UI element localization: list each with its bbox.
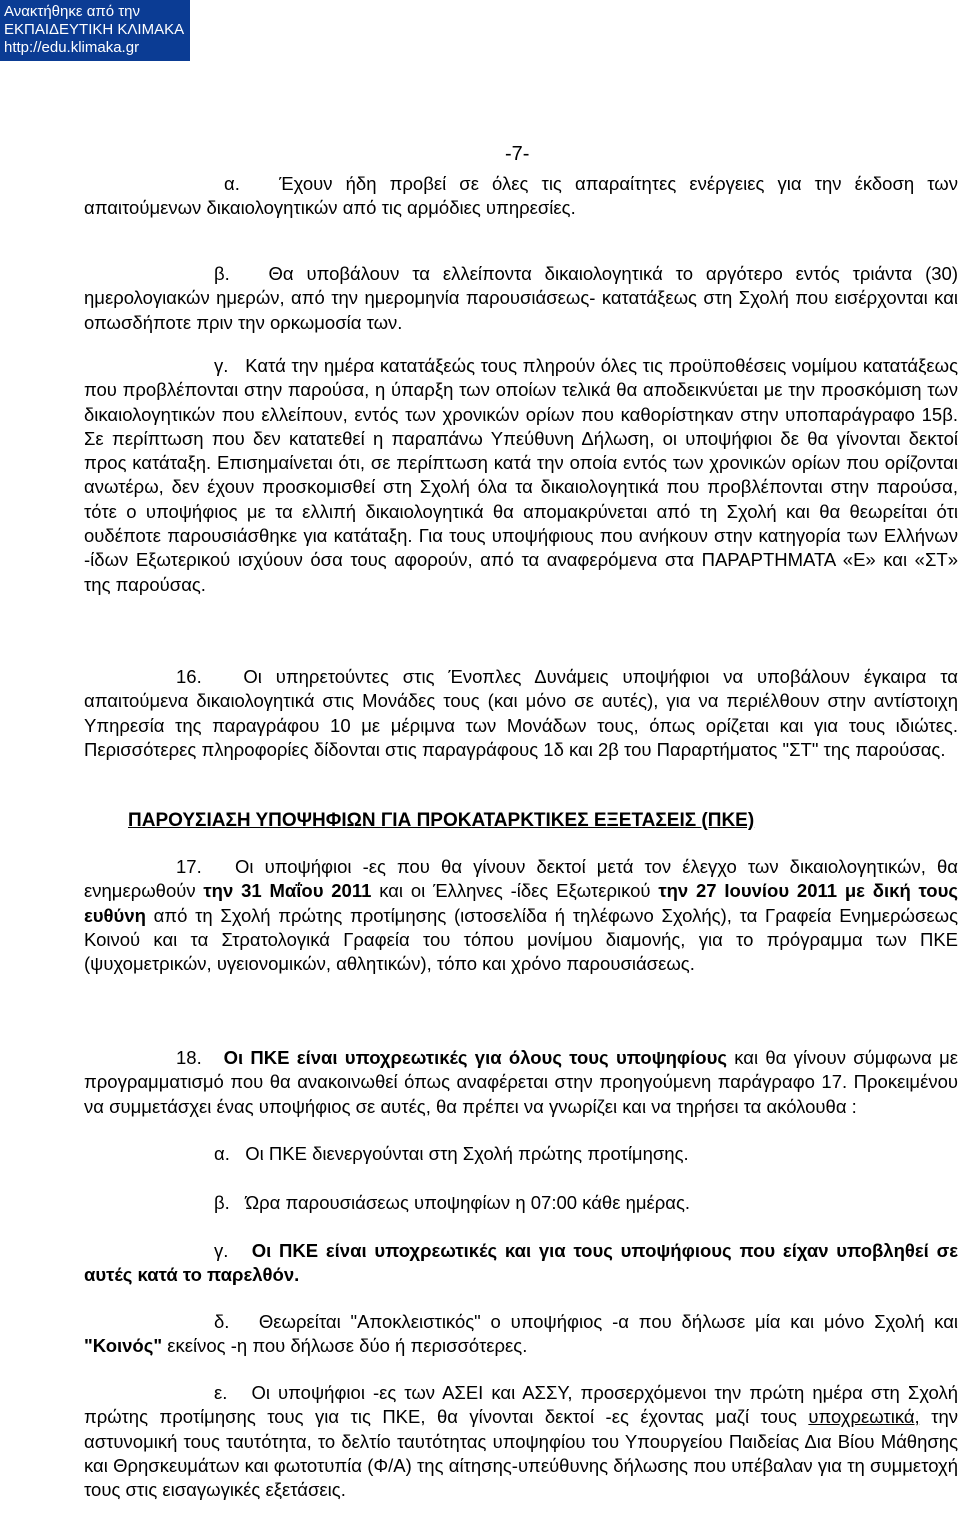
item-b-text: Θα υποβάλουν τα ελλείποντα δικαιολογητικά το αργότερο εντός τριάντα (30) ημερολογιακών ημερών, από την ημερομηνία παρουσιάσεως- κατατάξεως στη Σχολή που εισέρχονται και οπωσδήποτε πριν την ορκωμοσία των. <box>84 263 959 333</box>
paragraph-18-text: και θα γίνουν σύμφωνα με προγραμματισμό που θα ανακοινωθεί όπως αναφέρεται στην προηγούμενη παράγραφο 17. Προκειμένου να συμμετάσχει ένας υποψήφιος σε αυτές, θα πρέπει να γνωρίζει και να τηρήσει τα ακόλουθα : <box>84 1047 959 1117</box>
paragraph-18-bold: Οι ΠΚΕ είναι υποχρεωτικές για όλους τους υποψηφίους <box>223 1047 727 1068</box>
paragraph-16-number: 16. <box>176 666 202 687</box>
item-b <box>84 262 958 335</box>
sub-item-e-text-1: Οι υποψήφιοι -ες των ΑΣΕΙ και ΑΣΣΥ, προσερχόμενοι την πρώτη ημέρα στη Σχολή πρώτης προτίμησης τους για τις ΠΚΕ, θα γίνονται δεκτοί -ες έχοντας μαζί τους <box>84 1382 959 1428</box>
sub-item-d <box>84 1310 958 1359</box>
sub-item-e-underlined: υποχρεωτικά, <box>808 1406 920 1428</box>
paragraph-17-text-1: Οι υποψήφιοι -ες που θα γίνουν δεκτοί μετά τον έλεγχο των δικαιολογητικών, θα ενημερωθούν <box>84 856 958 902</box>
sub-item-e-text-2: την αστυνομική τους ταυτότητα, το δελτίο ταυτότητας υποψηφίου του Υπουργείου Παιδείας Δια Βίου Μάθησης και Θρησκευμάτων και φωτοτυπία (Φ/Α) της αίτησης-υπεύθυνης δήλωσης που υπέβαλαν για τη συμμετοχή τους στις εισαγωγικές εξετάσεις. <box>84 1406 958 1501</box>
sub-item-a <box>84 1142 958 1166</box>
source-name: ΕΚΠΑΙΔΕΥΤΙΚΗ ΚΛΙΜΑΚΑ <box>4 21 185 38</box>
sub-item-c-marker: γ. <box>214 1240 229 1261</box>
item-a-text: Έχουν ήδη προβεί σε όλες τις απαραίτητες ενέργειες για την έκδοση των απαιτούμενων δικαιολογητικών από τις αρμόδιες υπηρεσίες. <box>84 173 958 219</box>
paragraph-17-date-1: την 31 Μαΐου 2011 <box>203 880 372 902</box>
sub-item-d-text-1: Θεωρείται "Αποκλειστικός" ο υποψήφιος -α που δήλωσε μία και μόνο Σχολή και <box>258 1311 958 1332</box>
sub-item-e <box>84 1381 958 1502</box>
source-url[interactable]: http://edu.klimaka.gr <box>4 39 140 56</box>
paragraph-18 <box>84 1046 958 1119</box>
item-a <box>84 172 958 221</box>
sub-item-c <box>84 1239 958 1288</box>
paragraph-18-number: 18. <box>176 1047 202 1068</box>
sub-item-b-text: Ώρα παρουσιάσεως υποψηφίων η 07:00 κάθε ημέρας. <box>245 1192 691 1213</box>
paragraph-17-text-2: και οι Έλληνες -ίδες Εξωτερικού <box>371 880 659 902</box>
paragraph-16 <box>84 665 958 762</box>
sub-item-d-marker: δ. <box>214 1311 230 1332</box>
item-b-marker: β. <box>214 263 230 284</box>
item-c <box>84 354 958 597</box>
paragraph-17-date-2: την 27 Ιουνίου 2011 με δική τους ευθύνη <box>84 880 958 926</box>
paragraph-17-number: 17. <box>176 856 202 877</box>
paragraph-17 <box>84 855 958 976</box>
sub-item-b <box>84 1191 958 1215</box>
sub-item-d-text-2: εκείνος -η που δήλωσε δύο ή περισσότερες. <box>162 1335 528 1357</box>
retrieved-from-stamp <box>0 0 190 61</box>
section-heading: ΠΑΡΟΥΣΙΑΣΗ ΥΠΟΨΗΦΙΩΝ ΓΙΑ ΠΡΟΚΑΤΑΡΚΤΙΚΕΣ ΕΞΕΤΑΣΕΙΣ (ΠΚΕ) <box>128 810 755 831</box>
item-c-marker: γ. <box>214 355 229 376</box>
page-number: -7- <box>505 143 530 165</box>
sub-item-c-text: Οι ΠΚΕ είναι υποχρεωτικές και για τους υποψήφιους που είχαν υποβληθεί σε αυτές κατά το παρελθόν. <box>84 1240 959 1286</box>
sub-item-a-text: Οι ΠΚΕ διενεργούνται στη Σχολή πρώτης προτίμησης. <box>245 1143 689 1164</box>
sub-item-d-bold: "Κοινός" <box>84 1335 163 1357</box>
item-a-marker: α. <box>224 173 240 194</box>
paragraph-16-text: Οι υπηρετούντες στις Ένοπλες Δυνάμεις υποψήφιοι να υποβάλουν έγκαιρα τα απαιτούμενα δικαιολογητικά στις Μονάδες τους (και μόνο σε αυτές), για να περιέλθουν στην αντίστοιχη Υπηρεσία της παραγράφου 10 με μέριμνα των Μονάδων τους, όπως ορίζεται και για τους ιδιώτες. Περισσότερες πληροφορίες δίδονται στις παραγράφους 1δ και 2β του Παραρτήματος "ΣΤ" της παρούσας. <box>84 666 958 760</box>
paragraph-17-text-3: από τη Σχολή πρώτης προτίμησης (ιστοσελίδα ή τηλέφωνο Σχολής), τα Γραφεία Ενημερώσεως Κοινού και τα Στρατολογικά Γραφεία του τόπου μονίμου διαμονής, για το πρόγραμμα των ΠΚΕ (ψυχομετρικών, υγειονομικών, αθλητικών), τόπο και χρόνο παρουσιάσεως. <box>84 904 958 975</box>
item-c-text: Κατά την ημέρα κατατάξεώς τους πληρούν όλες τις προϋποθέσεις νομίμου κατατάξεως που προβλέπονται στην παρούσα, η ύπαρξη των οποίων τελικά θα αποδεικνύεται με την προσκόμιση των δικαιολογητικών που ελλείπουν, εντός των χρονικών ορίων που καθορίστηκαν στην υποπαράγραφο 15β. Σε περίπτωση που δεν κατατεθεί η παραπάνω Υπεύθυνη Δήλωση, οι υποψήφιοι δε θα γίνονται δεκτοί προς κατάταξη. Επισημαίνεται ότι, σε περίπτωση κατά την οποία εντός των χρονικών ορίων που ορίζονται ανωτέρω, δεν έχουν προσκομισθεί στη Σχολή όλα τα δικαιολογητικά που προβλέπονται στην παρούσα, τότε ο υποψήφιος με τα ελλιπή δικαιολογητικά θα απομακρύνεται από τη Σχολή και θα θεωρείται ότι ουδέποτε παρουσιάσθηκε για κατάταξη. Για τους υποψήφιους που ανήκουν στην κατηγορία των Ελλήνων -ίδων Εξωτερικού ισχύουν όσα τους αφορούν, από τα αναφερόμενα στα ΠΑΡΑΡΤΗΜΑΤΑ «Ε» και «ΣΤ» της παρούσας. <box>84 355 959 595</box>
sub-item-b-marker: β. <box>214 1192 230 1213</box>
retrieved-line: Ανακτήθηκε από την <box>4 3 141 20</box>
sub-item-e-marker: ε. <box>214 1382 228 1403</box>
sub-item-a-marker: α. <box>214 1143 230 1164</box>
